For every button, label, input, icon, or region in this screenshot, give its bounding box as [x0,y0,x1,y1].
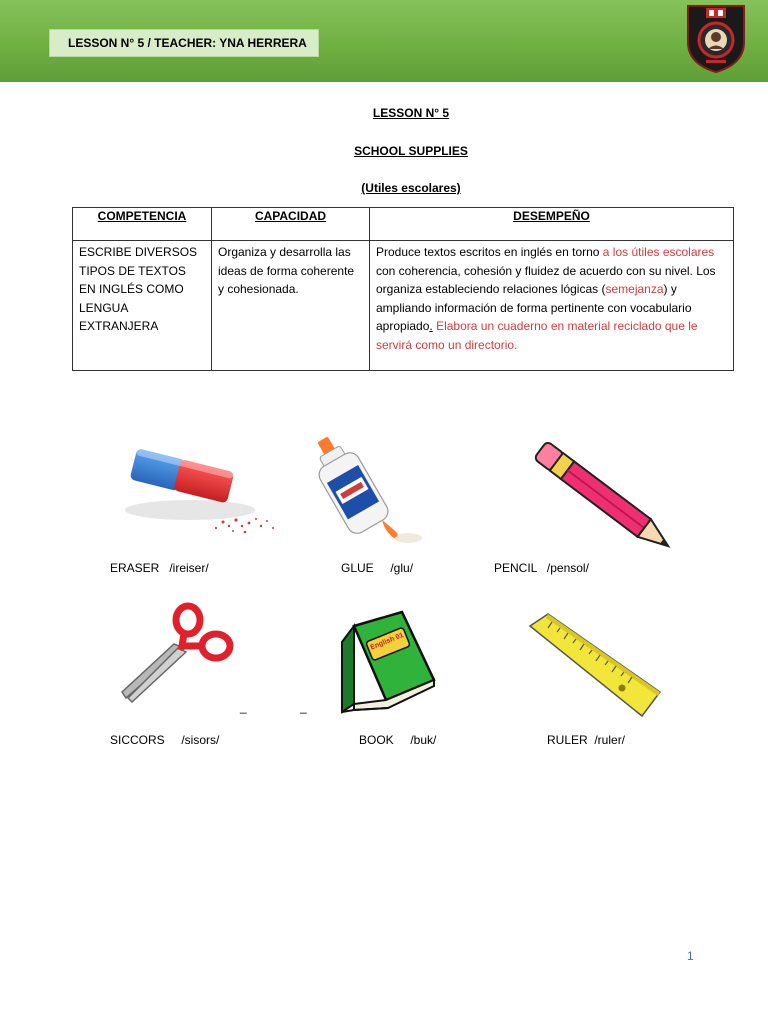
header-capacidad: CAPACIDAD [212,208,370,241]
table-header-row [73,208,734,241]
desempeno-text: ) y ampliando información de forma pertinente con vocabulario apropiado [376,282,692,333]
desempeno-period: . [429,319,433,333]
vocab-caption-glue: GLUE /glu/ [341,561,414,575]
header-desempeno: DESEMPEÑO [370,208,734,241]
vocab-caption-ruler: RULER /ruler/ [547,733,626,747]
lesson-title: LESSON N° 5 [372,106,450,120]
desempeno-text: con coherencia, cohesión y fluidez de acuerdo con su nivel. Los organiza estableciendo relaciones lógicas ( [376,263,716,296]
desempeno-highlight: Elabora un cuaderno en material reciclado que le servirá como un directorio. [376,319,698,352]
page-number: 1 [687,949,694,963]
vocab-caption-book: BOOK /buk/ [359,733,437,747]
topic-subtitle: (Utiles escolares) [361,181,461,195]
glue-icon [300,432,432,552]
book-label: English 01 [369,631,405,652]
desempeno-text: Produce textos escritos en inglés en torno [376,245,603,259]
vocab-caption-scissors: SICCORS /sisors/ [110,733,220,747]
topic-title: SCHOOL SUPPLIES [354,144,468,158]
book-icon [330,604,440,716]
cell-desempeno [370,241,734,371]
desempeno-highlight: semejanza [605,282,664,296]
lesson-teacher-label: LESSON N° 5 / TEACHER: YNA HERRERA [49,29,319,57]
competency-table [72,207,734,371]
ruler-icon [524,612,664,720]
vocab-caption-pencil: PENCIL /pensol/ [494,561,589,575]
dash-mark: _ [300,700,307,714]
table-row [73,241,734,371]
eraser-icon [115,440,285,550]
pencil-icon [520,432,695,557]
cell-competencia: ESCRIBE DIVERSOS TIPOS DE TEXTOS EN INGLÉS COMO LENGUA EXTRANJERA [73,241,212,371]
scissors-icon [112,600,242,710]
dash-mark: _ [240,700,247,714]
vocab-caption-eraser: ERASER /ireiser/ [110,561,209,575]
desempeno-highlight: a los útiles escolares [602,245,715,259]
header-competencia: COMPETENCIA [73,208,212,241]
cell-capacidad: Organiza y desarrolla las ideas de forma coherente y cohesionada. [212,241,370,371]
school-crest-icon [684,2,748,74]
